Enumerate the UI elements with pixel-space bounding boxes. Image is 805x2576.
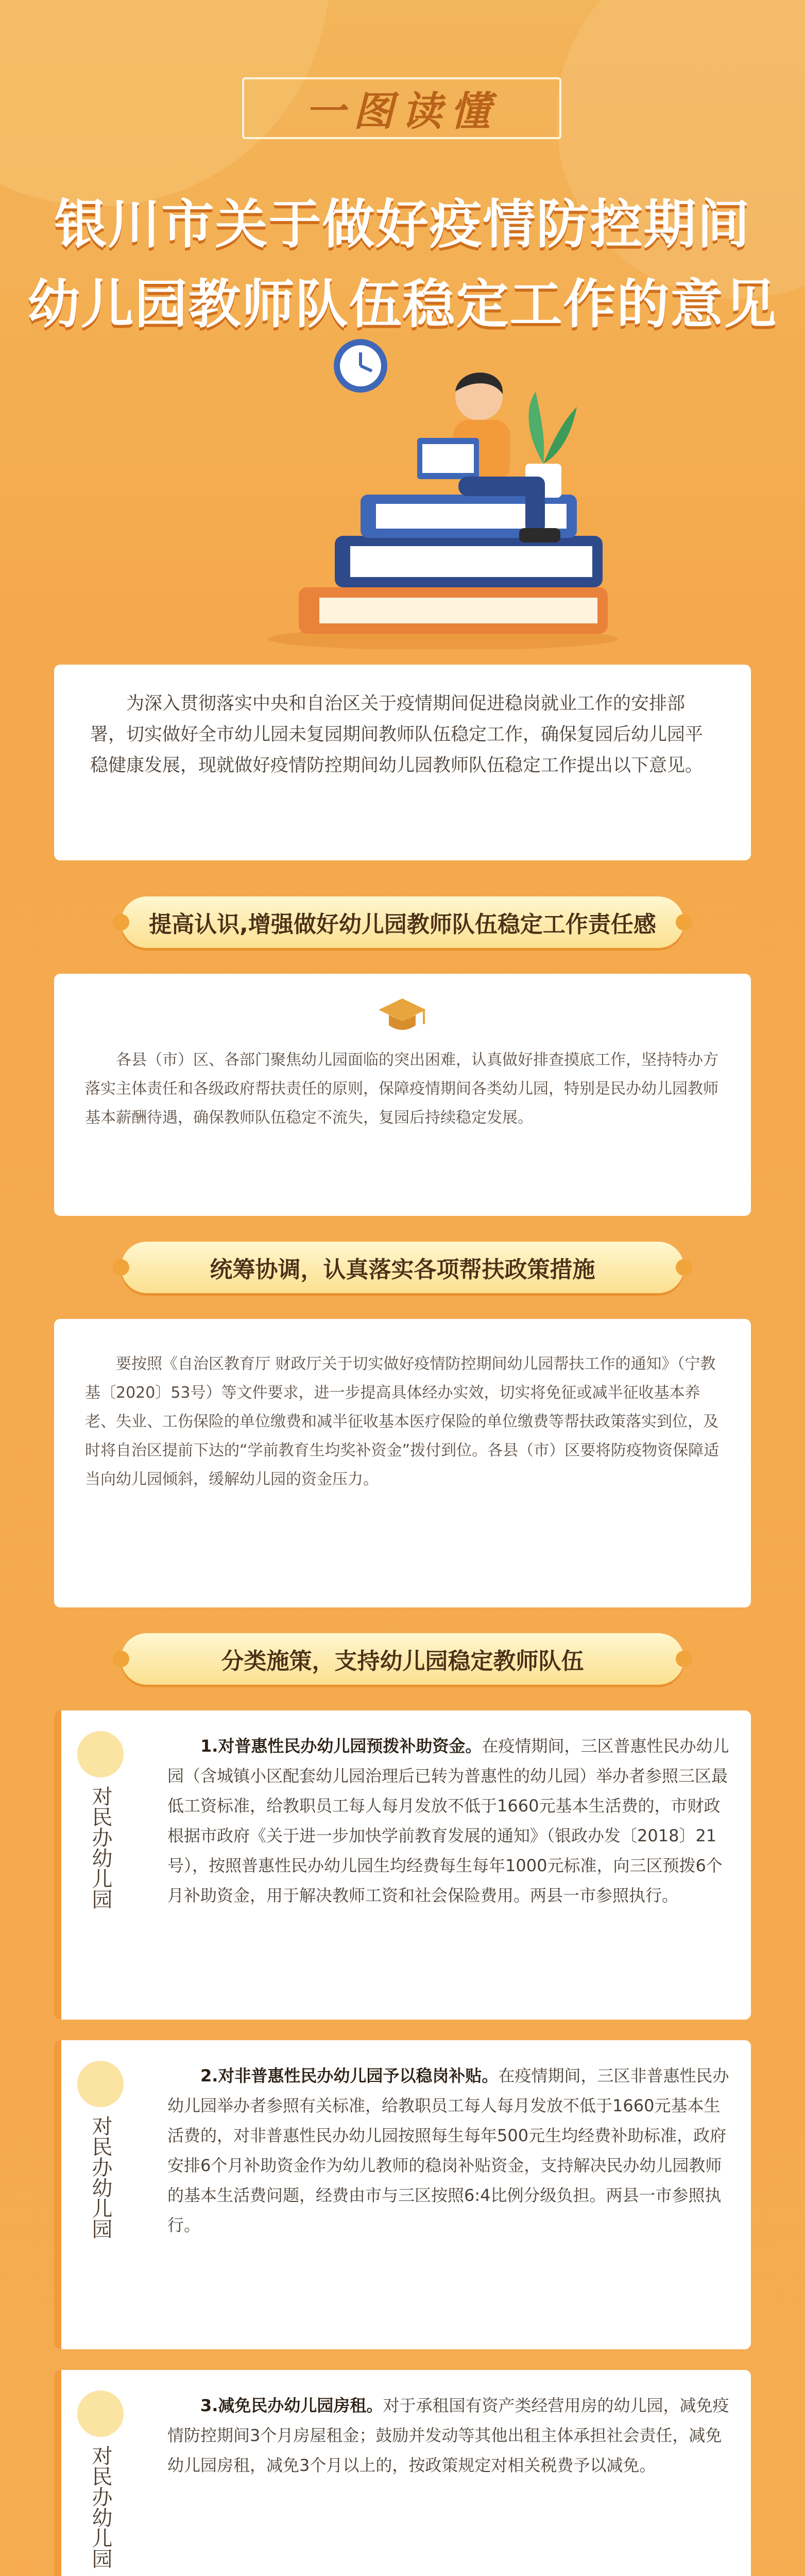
measure-heading-2: 2.对非普惠性民办幼儿园予以稳岗补贴。	[200, 2066, 499, 2086]
section2-title-pill	[121, 1242, 684, 1293]
measure-text-2	[167, 2061, 730, 2240]
section1-title: 提高认识,增强做好幼儿园教师队伍稳定工作责任感	[149, 911, 656, 938]
graduation-cap-icon	[376, 994, 428, 1036]
section1-card	[54, 974, 751, 1216]
measure-side-2	[70, 2061, 131, 2239]
page-title-line2: 幼儿园教师队伍稳定工作的意见	[27, 274, 778, 335]
measure-heading-1: 1.对普惠性民办幼儿园预拨补助资金。	[200, 1736, 482, 1756]
measure-body-3: 对于承租国有资产类经营用房的幼儿园，减免疫情防控期间3个月房屋租金；鼓励并发动等其他出租主体承担社会责任，减免幼儿园房租，减免3个月以上的，按政策规定对相关税费予以减免。	[167, 2396, 729, 2475]
section2-card	[54, 1319, 751, 1607]
lightbulb-icon	[77, 2391, 124, 2437]
section3-title: 分类施策，支持幼儿园稳定教师队伍	[221, 1648, 584, 1674]
measure-text-3	[167, 2391, 730, 2480]
page-title-line1: 银川市关于做好疫情防控期间	[54, 194, 751, 256]
measure-label-2: 对民办幼儿园	[89, 2115, 112, 2239]
tag-frame	[242, 77, 561, 139]
measure-card-2	[54, 2040, 751, 2349]
reading-illustration	[237, 330, 700, 649]
lightbulb-icon	[77, 1731, 124, 1777]
measure-side-1	[70, 1731, 131, 1909]
lightbulb-icon	[77, 2061, 124, 2107]
section1-title-pill	[121, 896, 684, 948]
measure-body-2: 在疫情期间，三区非普惠性民办幼儿园举办者参照有关标准，给教职员工每人每月发放不低于1660元基本生活费的，对非普惠性民办幼儿园按照每生每年500元生均经费补助标准，政府安排6个月补助资金作为幼儿教师的稳岗补贴资金，支持解决民办幼儿园教师的基本生活费问题，经费由市与三区按照6:4比例分级负担。两县一市参照执行。	[167, 2066, 729, 2235]
measure-label-3: 对民办幼儿园	[89, 2445, 112, 2569]
measure-card-1	[54, 1710, 751, 2020]
measure-text-1	[167, 1731, 730, 1910]
intro-text: 为深入贯彻落实中央和自治区关于疫情期间促进稳岗就业工作的安排部署，切实做好全市幼儿园未复园期间教师队伍稳定工作，确保复园后幼儿园平稳健康发展，现就做好疫情防控期间幼儿园教师队伍稳定工作提出以下意见。	[90, 693, 704, 776]
clock-icon	[334, 339, 387, 393]
measure-card-3	[54, 2370, 751, 2576]
section2-title: 统筹协调，认真落实各项帮扶政策措施	[210, 1257, 595, 1283]
section2-text: 要按照《自治区教育厅 财政厅关于切实做好疫情防控期间幼儿园帮扶工作的通知》（宁教基〔2020〕53号）等文件要求，进一步提高具体经办实效，切实将免征或减半征收基本养老、失业、工伤保险的单位缴费和减半征收基本医疗保险的单位缴费等帮扶政策落实到位，及时将自治区提前下达的“学前教育生均奖补资金”拨付到位。各县（市）区要将防疫物资保障适当向幼儿园倾斜，缓解幼儿园的资金压力。	[85, 1355, 720, 1488]
measure-heading-3: 3.减免民办幼儿园房租。	[200, 2396, 383, 2415]
intro-card	[54, 665, 751, 860]
measure-body-1: 在疫情期间，三区普惠性民办幼儿园（含城镇小区配套幼儿园治理后已转为普惠性的幼儿园）举办者参照三区最低工资标准，给教职员工每人每月发放不低于1660元基本生活费的，市财政根据市政府《关于进一步加快学前教育发展的通知》（银政办发〔2018〕21号），按照普惠性民办幼儿园生均经费每生每年1000元标准，向三区预拨6个月补助资金，用于解决教师工资和社会保险费用。两县一市参照执行。	[167, 1736, 729, 1905]
tag-text: 一图读懂	[304, 88, 499, 135]
section3-title-pill	[121, 1633, 684, 1685]
measure-label-1: 对民办幼儿园	[89, 1786, 112, 1909]
section1-text: 各县（市）区、各部门聚焦幼儿园面临的突出困难，认真做好排查摸底工作，坚持特办方落实主体责任和各级政府帮扶责任的原则，保障疫情期间各类幼儿园，特别是民办幼儿园教师基本薪酬待遇，确保教师队伍稳定不流失，复园后持续稳定发展。	[85, 1051, 718, 1127]
header	[0, 0, 805, 665]
measure-side-3	[70, 2391, 131, 2569]
